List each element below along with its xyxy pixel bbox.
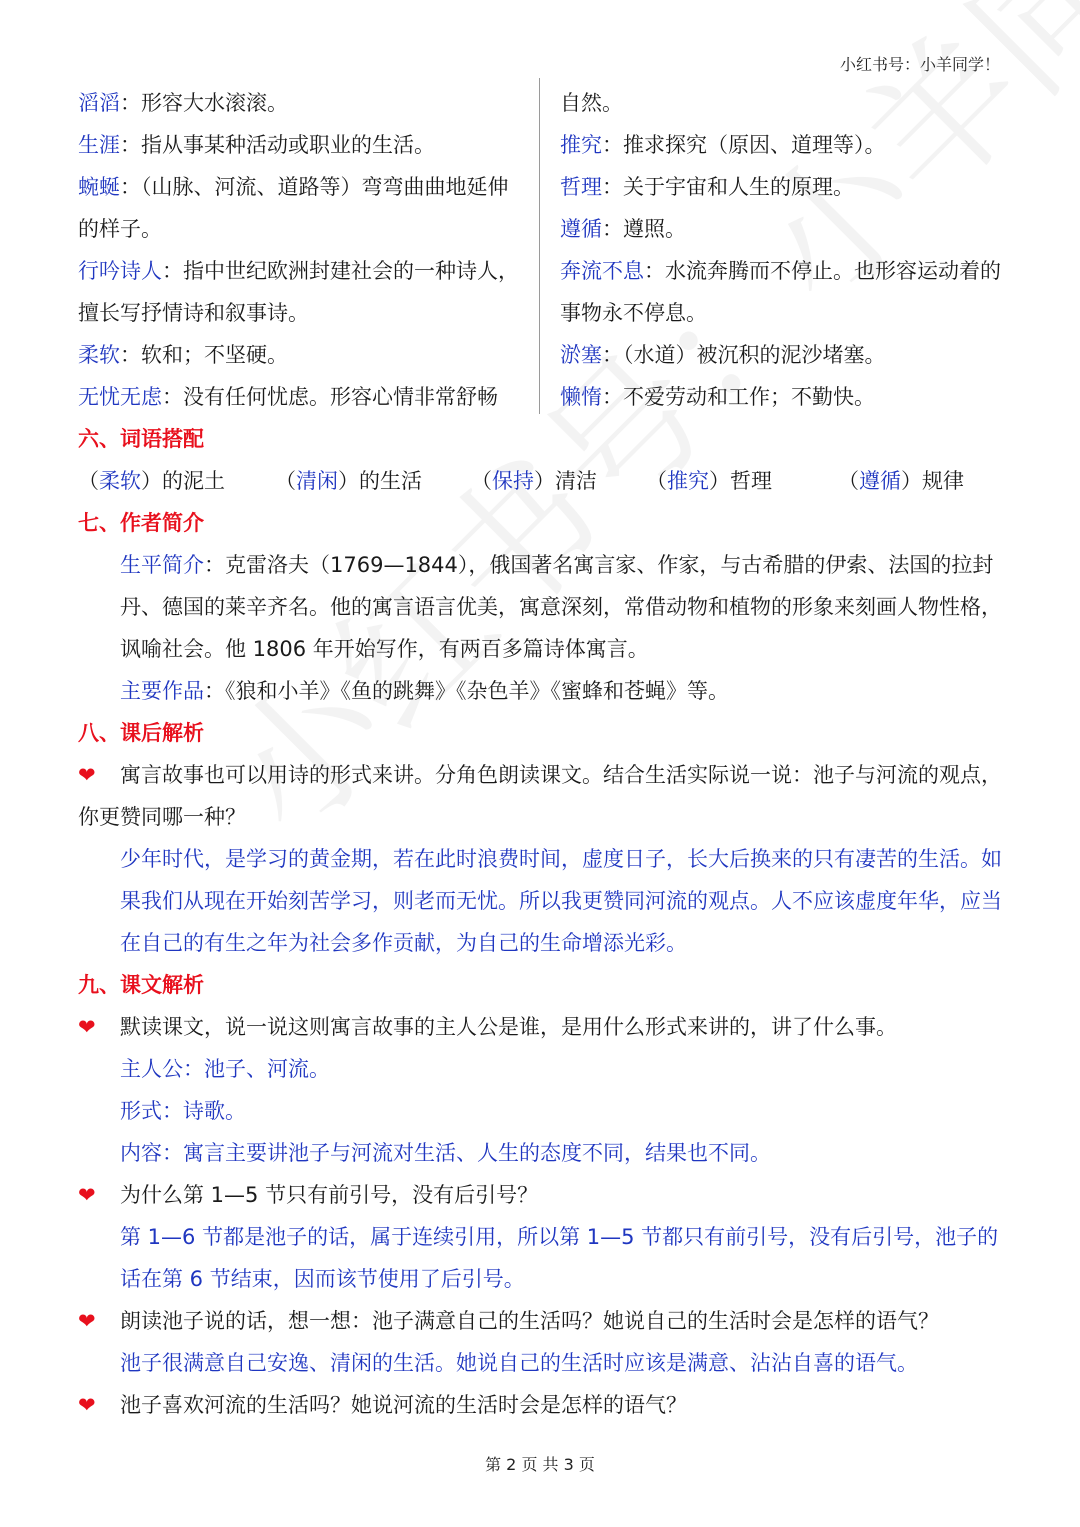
question — [78, 1300, 1004, 1342]
main-content — [78, 418, 1004, 1426]
heart-icon: ❤ — [78, 763, 96, 787]
vocab-right-column — [560, 82, 1005, 418]
vocab-def: ：（山脉、河流、道路等）弯弯曲曲地延伸的样子。 — [78, 175, 509, 241]
answer-line: 内容：寓言主要讲池子与河流对生活、人生的态度不同，结果也不同。 — [120, 1141, 771, 1165]
vocab-term: 柔软 — [78, 343, 120, 367]
heart-icon: ❤ — [78, 1183, 96, 1207]
collocation-item: （保持）清洁 — [471, 469, 597, 493]
collocation-item: （柔软）的泥土 — [78, 469, 225, 493]
answer-line: 主人公：池子、河流。 — [120, 1057, 330, 1081]
question — [78, 1006, 1004, 1048]
vocab-term: 滔滔 — [78, 91, 120, 115]
vocab-def: ：（水道）被沉积的泥沙堵塞。 — [602, 343, 886, 367]
vocab-def: ：形容大水滚滚。 — [120, 91, 288, 115]
collocation-word: 柔软 — [99, 469, 141, 493]
vocab-entry — [560, 208, 1005, 250]
question — [78, 754, 1004, 838]
bio-text: ：克雷洛夫（1769—1844），俄国著名寓言家、作家，与古希腊的伊索、法国的拉封丹、德国的莱辛齐名。他的寓言语言优美，寓意深刻，常借动物和植物的形象来刻画人物性格，讽喻社会。他 1806 年开始写作，有两百多篇诗体寓言。 — [120, 553, 1002, 661]
column-divider — [539, 78, 540, 414]
works-text: ：《狼和小羊》《鱼的跳舞》《杂色羊》《蜜蜂和苍蝇》等。 — [204, 679, 729, 703]
header-note: 小红书号：小羊同学！ — [839, 55, 1000, 74]
vocab-def: ：软和；不坚硬。 — [120, 343, 288, 367]
collocation-item: （清闲）的生活 — [275, 469, 422, 493]
collocation-item: （推究）哲理 — [646, 469, 772, 493]
vocab-entry — [560, 82, 1005, 124]
collocation-word: 遵循 — [859, 469, 901, 493]
collocation-obj: 的生活 — [359, 469, 422, 493]
vocab-entry — [78, 250, 524, 334]
works-label: 主要作品 — [120, 679, 204, 703]
collocation-obj: 规律 — [922, 469, 964, 493]
vocab-term: 淤塞 — [560, 343, 602, 367]
vocab-term: 遵循 — [560, 217, 602, 241]
question — [78, 1174, 1004, 1216]
vocab-entry — [560, 250, 1005, 334]
collocation-obj: 哲理 — [730, 469, 772, 493]
vocab-term: 哲理 — [560, 175, 602, 199]
collocation-word: 推究 — [667, 469, 709, 493]
answer-line: 形式：诗歌。 — [120, 1099, 246, 1123]
collocation-row — [78, 460, 1004, 502]
vocab-def: ：水流奔腾而不停止。也形容运动着的事物永不停息。 — [560, 259, 1001, 325]
collocation-word: 清闲 — [296, 469, 338, 493]
vocab-term: 懒惰 — [560, 385, 602, 409]
answer: 第 1—6 节都是池子的话，属于连续引用，所以第 1—5 节都只有前引号，没有后引号，池子的话在第 6 节结束，因而该节使用了后引号。 — [120, 1225, 999, 1291]
vocab-def: ：不爱劳动和工作；不勤快。 — [602, 385, 875, 409]
collocation-item: （遵循）规律 — [838, 469, 964, 493]
vocab-term: 奔流不息 — [560, 259, 644, 283]
question-text: 为什么第 1—5 节只有前引号，没有后引号？ — [120, 1183, 539, 1207]
question-text: 池子喜欢河流的生活吗？她说河流的生活时会是怎样的语气？ — [120, 1393, 687, 1417]
vocab-def: ：没有任何忧虑。形容心情非常舒畅 — [162, 385, 498, 409]
section-title-7: 七、作者简介 — [78, 511, 204, 535]
heart-icon: ❤ — [78, 1015, 96, 1039]
answer: 池子很满意自己安逸、清闲的生活。她说自己的生活时应该是满意、沾沾自喜的语气。 — [120, 1351, 918, 1375]
vocab-entry — [78, 376, 524, 418]
vocab-entry — [78, 124, 524, 166]
vocab-term: 无忧无虑 — [78, 385, 162, 409]
vocab-term: 生涯 — [78, 133, 120, 157]
vocab-entry — [560, 166, 1005, 208]
vocab-def: ：推求探究（原因、道理等）。 — [602, 133, 886, 157]
collocation-obj: 清洁 — [555, 469, 597, 493]
vocab-entry — [78, 82, 524, 124]
bio-label: 生平简介 — [120, 553, 204, 577]
vocab-entry — [560, 124, 1005, 166]
vocab-def: ：关于宇宙和人生的原理。 — [602, 175, 854, 199]
vocab-def: ：指中世纪欧洲封建社会的一种诗人，擅长写抒情诗和叙事诗。 — [78, 259, 519, 325]
question-text: 朗读池子说的话，想一想：池子满意自己的生活吗？她说自己的生活时会是怎样的语气？ — [120, 1309, 939, 1333]
vocab-entry — [78, 166, 524, 250]
answer: 少年时代，是学习的黄金期，若在此时浪费时间，虚度日子，长大后换来的只有凄苦的生活。如果我们从现在开始刻苦学习，则老而无忧。所以我更赞同河流的观点。人不应该虚度年华，应当在自己的有生之年为社会多作贡献，为自己的生命增添光彩。 — [120, 847, 1002, 955]
section-title-6: 六、词语搭配 — [78, 427, 204, 451]
author-works — [78, 670, 1004, 712]
vocab-entry — [78, 334, 524, 376]
question — [78, 1384, 1004, 1426]
collocation-obj: 的泥土 — [162, 469, 225, 493]
vocab-def: 自然。 — [560, 91, 623, 115]
vocab-term: 行吟诗人 — [78, 259, 162, 283]
vocab-term: 蜿蜒 — [78, 175, 120, 199]
vocab-term: 推究 — [560, 133, 602, 157]
vocab-entry — [560, 376, 1005, 418]
question-text: 默读课文，说一说这则寓言故事的主人公是谁，是用什么形式来讲的，讲了什么事。 — [120, 1015, 897, 1039]
vocab-def: ：指从事某种活动或职业的生活。 — [120, 133, 435, 157]
vocab-entry — [560, 334, 1005, 376]
page-footer: 第 2 页 共 3 页 — [485, 1455, 595, 1474]
vocab-left-column — [78, 82, 524, 418]
heart-icon: ❤ — [78, 1309, 96, 1333]
heart-icon: ❤ — [78, 1393, 96, 1417]
question-text: 寓言故事也可以用诗的形式来讲。分角色朗读课文。结合生活实际说一说：池子与河流的观点，你更赞同哪一种？ — [78, 763, 1002, 829]
collocation-word: 保持 — [492, 469, 534, 493]
section-title-8: 八、课后解析 — [78, 721, 204, 745]
author-bio — [78, 544, 1004, 670]
section-title-9: 九、课文解析 — [78, 973, 204, 997]
vocab-def: ：遵照。 — [602, 217, 686, 241]
